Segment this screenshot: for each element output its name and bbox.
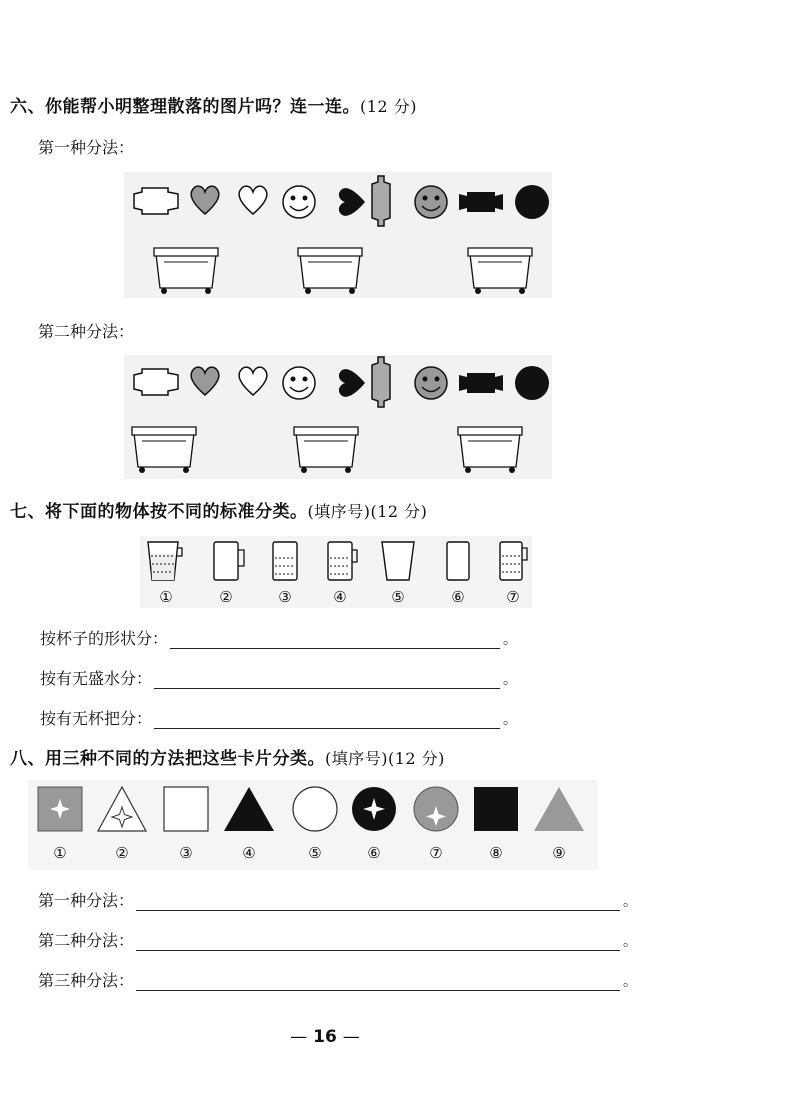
card-number: ⑧ xyxy=(489,844,503,862)
end-mark: 。 xyxy=(623,934,638,950)
heart-outline-icon xyxy=(239,367,267,395)
section6-points: (12 分) xyxy=(360,97,417,116)
basket-icon xyxy=(458,427,522,473)
by-water-label: 按有无盛水分： xyxy=(40,669,153,688)
cup-straight-water-icon xyxy=(273,542,297,580)
card-method3-row xyxy=(38,968,637,991)
by-handle-label: 按有无杯把分： xyxy=(40,709,153,728)
circle-black-icon xyxy=(515,366,549,400)
smiley-gray-icon xyxy=(415,186,447,218)
heart-black-icon xyxy=(339,369,365,397)
basket-icon xyxy=(154,248,218,294)
page-number-value: 16 xyxy=(313,1027,337,1047)
card-method1-label: 第一种分法： xyxy=(38,891,135,910)
heart-gray-icon xyxy=(191,367,219,395)
smiley-outline-icon xyxy=(283,367,315,399)
cup-number: ③ xyxy=(278,588,292,606)
cup-number: ⑦ xyxy=(506,588,520,606)
section7-points: (填序号)(12 分) xyxy=(307,502,428,521)
cup-number: ⑤ xyxy=(391,588,405,606)
card-number: ⑤ xyxy=(308,844,322,862)
heart-gray-icon xyxy=(191,186,219,214)
by-shape-label: 按杯子的形状分： xyxy=(40,629,169,648)
end-mark: 。 xyxy=(623,894,638,910)
page-number xyxy=(0,1027,650,1047)
by-handle-row xyxy=(40,706,517,729)
card-number: ① xyxy=(53,844,67,862)
sorting-figure-1 xyxy=(124,172,552,298)
card-white-circle-icon xyxy=(293,787,337,831)
card-black-triangle-icon xyxy=(224,787,274,831)
smiley-outline-icon xyxy=(283,186,315,218)
page-dash-right: — xyxy=(342,1027,360,1047)
candy-outline-icon xyxy=(134,188,178,214)
section7-title xyxy=(10,497,427,522)
basket-icon xyxy=(298,248,362,294)
section8-title xyxy=(10,744,445,769)
card-number: ⑨ xyxy=(552,844,566,862)
card-number: ③ xyxy=(179,844,193,862)
by-water-answer-field[interactable] xyxy=(154,674,500,689)
end-mark: 。 xyxy=(623,974,638,990)
candy-black-icon xyxy=(459,373,503,393)
section8-points: (填序号)(12 分) xyxy=(325,749,445,768)
card-method3-answer-field[interactable] xyxy=(136,976,620,991)
cup-straight-empty-icon xyxy=(447,542,469,580)
section7-title-text: 七、将下面的物体按不同的标准分类。 xyxy=(10,502,308,522)
sorting-figure-2 xyxy=(124,355,552,479)
card-method1-row xyxy=(38,888,637,911)
cup-tapered-water-icon xyxy=(148,542,182,580)
sorting-figure-2-svg xyxy=(124,355,552,479)
candy-vertical-gray-icon xyxy=(372,176,390,226)
by-shape-row xyxy=(40,626,517,649)
cup-straight-water-handle-icon xyxy=(500,542,527,580)
card-number: ④ xyxy=(242,844,256,862)
candy-vertical-gray-icon xyxy=(372,357,390,407)
card-gray-square-star-icon xyxy=(38,787,82,831)
cups-figure-svg xyxy=(140,536,532,588)
cup-number: ① xyxy=(159,588,173,606)
candy-outline-icon xyxy=(134,369,178,395)
by-shape-answer-field[interactable] xyxy=(170,634,500,649)
cups-figure xyxy=(140,536,532,608)
card-black-circle-star-icon xyxy=(352,787,396,831)
card-gray-circle-star-icon xyxy=(414,787,458,831)
cup-straight-handle-icon xyxy=(214,542,244,580)
card-number: ⑦ xyxy=(429,844,443,862)
end-mark: 。 xyxy=(503,672,518,688)
candy-black-icon xyxy=(459,192,503,212)
section6-method2-label: 第二种分法： xyxy=(38,322,135,341)
section6-title-text: 六、你能帮小明整理散落的图片吗？连一连。 xyxy=(10,97,360,117)
card-method2-answer-field[interactable] xyxy=(136,936,620,951)
cup-number: ② xyxy=(219,588,233,606)
card-white-triangle-star-icon xyxy=(98,787,146,831)
sorting-figure-1-svg xyxy=(124,172,552,298)
by-handle-answer-field[interactable] xyxy=(154,714,500,729)
section8-title-text: 八、用三种不同的方法把这些卡片分类。 xyxy=(10,749,325,769)
basket-icon xyxy=(294,427,358,473)
card-method1-answer-field[interactable] xyxy=(136,896,620,911)
end-mark: 。 xyxy=(503,632,518,648)
section6-method1-label: 第一种分法： xyxy=(38,138,135,157)
card-white-square-icon xyxy=(164,787,208,831)
circle-black-icon xyxy=(515,185,549,219)
card-method2-row xyxy=(38,928,637,951)
end-mark: 。 xyxy=(503,712,518,728)
heart-black-icon xyxy=(339,188,365,216)
cards-figure-svg xyxy=(28,780,598,838)
card-number: ② xyxy=(115,844,129,862)
card-gray-triangle-icon xyxy=(534,787,584,831)
heart-outline-icon xyxy=(239,186,267,214)
card-method3-label: 第三种分法： xyxy=(38,971,135,990)
cup-tapered-empty-icon xyxy=(382,542,414,580)
section6-title xyxy=(10,92,417,117)
basket-icon xyxy=(132,427,196,473)
card-method2-label: 第二种分法： xyxy=(38,931,135,950)
basket-icon xyxy=(468,248,532,294)
by-water-row xyxy=(40,666,517,689)
cup-number: ⑥ xyxy=(451,588,465,606)
card-black-square-icon xyxy=(474,787,518,831)
cup-straight-water-handle-icon xyxy=(328,542,357,580)
cup-number: ④ xyxy=(333,588,347,606)
page-dash-left: — xyxy=(290,1027,308,1047)
card-number: ⑥ xyxy=(367,844,381,862)
cards-figure xyxy=(28,780,598,870)
smiley-gray-icon xyxy=(415,367,447,399)
